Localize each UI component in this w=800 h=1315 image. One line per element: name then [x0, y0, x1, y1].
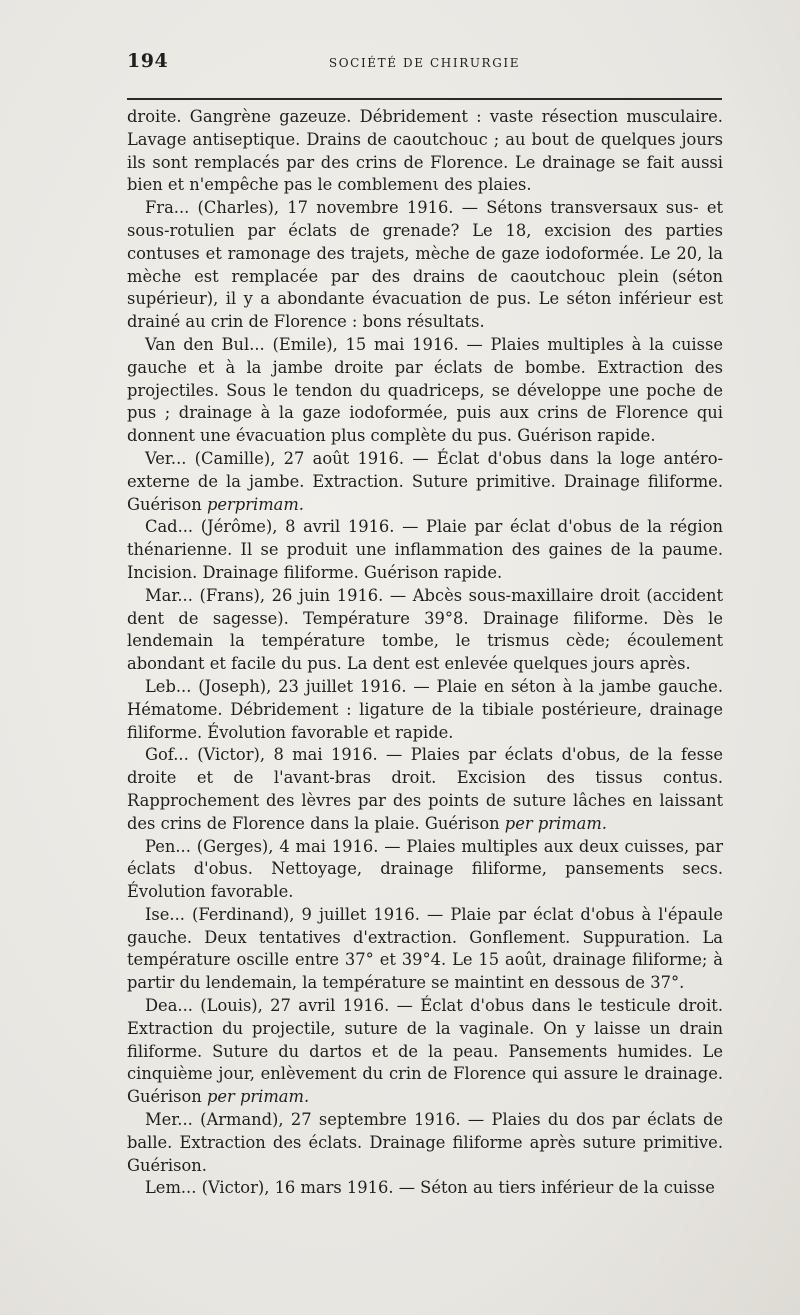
paragraph: Ver... (Camille), 27 août 1916. — Éclat d'obus dans la loge antéro-externe de la jambe. Extraction. Suture primitive. Drainage filiforme. Guérison perprimam. — [127, 448, 723, 514]
header-rule — [127, 98, 722, 100]
paragraph: Lem... (Victor), 16 mars 1916. — Séton au tiers inférieur de la cuisse — [145, 1178, 715, 1198]
page-header — [127, 50, 722, 74]
paragraph: Pen... (Gerges), 4 mai 1916. — Plaies multiples aux deux cuisses, par éclats d'obus. Nettoyage, drainage filiforme, pansements secs. Évolution favorable. — [127, 836, 723, 902]
paragraph: Van den Bul... (Emile), 15 mai 1916. — Plaies multiples à la cuisse gauche et à la jambe droite par éclats de bombe. Extraction des projectiles. Sous le tendon du quadriceps, se développe une poche de pus ; drainage à la gaze iodoformée, puis aux crins de Florence qui donnent une évacuation plus complète du pus. Guérison rapide. — [127, 334, 723, 446]
running-head: SOCIÉTÉ DE CHIRURGIE — [328, 56, 521, 70]
body-text — [127, 106, 723, 1200]
paragraph: Dea... (Louis), 27 avril 1916. — Éclat d'obus dans le testicule droit. Extraction du projectile, suture de la vaginale. On y laisse un drain filiforme. Suture du dartos et de la peau. Pansements humides. Le cinquième jour, enlèvement du crin de Florence qui assure le drainage. Guérison per primam. — [127, 996, 723, 1107]
paragraph: Cad... (Jérôme), 8 avril 1916. — Plaie par éclat d'obus de la région thénarienne. Il se produit une inflammation des gaines de la paume. Incision. Drainage filiforme. Guérison rapide. — [127, 517, 723, 582]
paragraph: Mar... (Frans), 26 juin 1916. — Abcès sous-maxillaire droit (accident dent de sagesse). Température 39°8. Drainage filiforme. Dès le lendemain la température tombe, le trismus cède; écoulement abondant et facile du pus. La dent est enlevée quelques jours après. — [127, 585, 723, 674]
paragraph: Leb... (Joseph), 23 juillet 1916. — Plaie en séton à la jambe gauche. Hématome. Débridement : ligature de la tibiale postérieure, drainage filiforme. Évolution favorable et rapide. — [127, 676, 723, 742]
paragraph: Fra... (Charles), 17 novembre 1916. — Sétons transversaux sus- et sous-rotulien par éclats de grenade? Le 18, excision des parties contuses et ramonage des trajets, mèche de gaze iodoformée. Le 20, la mèche est remplacée par des drains de caoutchouc plein (séton supérieur), il y a abondante évacuation de pus. Le séton inférieur est drainé au crin de Florence : bons résultats. — [127, 198, 723, 332]
paragraph: droite. Gangrène gazeuze. Débridement : vaste résection musculaire. Lavage antiseptique. Drains de caoutchouc ; au bout de quelques jours ils sont remplacés par des crins de Florence. Le drainage se fait aussi bien et n'empêche pas le comblemenι des plaies. — [127, 107, 723, 195]
paragraph: Mer... (Armand), 27 septembre 1916. — Plaies du dos par éclats de balle. Extraction des éclats. Drainage filiforme après suture primitive. Guérison. — [127, 1110, 723, 1175]
paragraph: Ise... (Ferdinand), 9 juillet 1916. — Plaie par éclat d'obus à l'épaule gauche. Deux tentatives d'extraction. Gonflement. Suppuration. La température oscille entre 37° et 39°4. Le 15 août, drainage filiforme; à partir du lendemain, la température se maintint en dessous de 37°. — [127, 904, 723, 993]
page-number: 194 — [127, 50, 169, 72]
paragraph: Gof... (Victor), 8 mai 1916. — Plaies par éclats d'obus, de la fesse droite et de l'avant-bras droit. Excision des tissus contus. Rapprochement des lèvres par des points de suture lâches en laissant des crins de Florence dans la plaie. Guérison per primam. — [127, 745, 723, 833]
